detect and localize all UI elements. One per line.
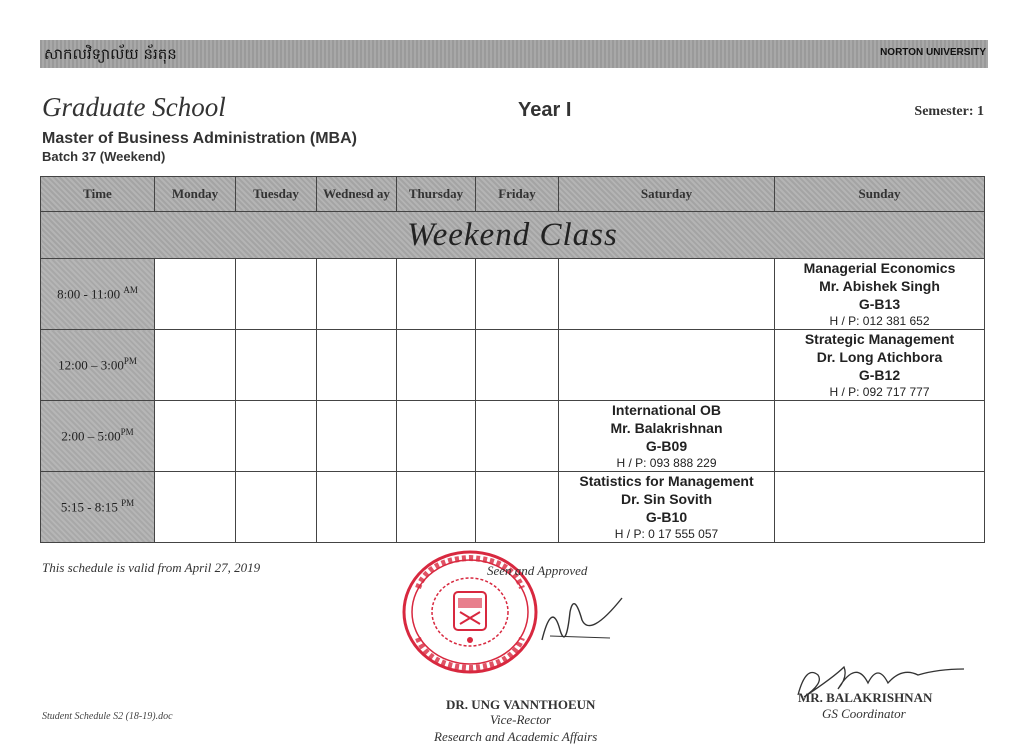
col-header-saturday: Saturday: [559, 177, 775, 212]
empty-cell: [317, 472, 397, 543]
col-header-sunday: Sunday: [775, 177, 985, 212]
col-header-wednesday: Wednesd ay: [317, 177, 397, 212]
vice-rector-signature-icon: [538, 590, 628, 650]
coordinator-name: MR. BALAKRISHNAN: [798, 690, 933, 705]
empty-cell: [236, 472, 317, 543]
col-header-tuesday: Tuesday: [236, 177, 317, 212]
empty-cell: [236, 259, 317, 330]
vice-rector-department: Research and Academic Affairs: [434, 729, 598, 744]
empty-cell: [155, 401, 236, 472]
empty-cell: [397, 472, 476, 543]
year-label: Year I: [518, 99, 572, 121]
time-range: 12:00 – 3:00: [58, 357, 124, 373]
room-label: G-B12: [858, 367, 901, 383]
file-name: Student Schedule S2 (18-19).doc: [42, 711, 173, 722]
schedule-table: [40, 176, 985, 543]
semester-label: Semester: 1: [914, 104, 984, 119]
batch-label: Batch 37 (Weekend): [42, 149, 166, 164]
header-row: [41, 177, 985, 212]
course-name: Strategic Management: [804, 331, 955, 347]
empty-cell: [155, 472, 236, 543]
university-name: NORTON UNIVERSITY: [880, 47, 986, 58]
table-row: [41, 472, 985, 543]
class-cell-saturday: [559, 401, 775, 472]
time-cell: [41, 259, 155, 330]
empty-cell: [476, 259, 559, 330]
course-name: Managerial Economics: [803, 260, 956, 276]
empty-cell: [317, 330, 397, 401]
room-label: G-B09: [645, 438, 688, 454]
lecturer-name: Mr. Balakrishnan: [610, 420, 723, 436]
time-range: 5:15 - 8:15: [60, 499, 118, 515]
class-cell-sunday: [775, 259, 985, 330]
coordinator-title: GS Coordinator: [822, 706, 906, 721]
empty-cell: [397, 330, 476, 401]
banner-row: [41, 212, 985, 259]
program-title: Master of Business Administration (MBA): [42, 130, 357, 147]
empty-cell: [236, 401, 317, 472]
class-cell-sunday: [775, 330, 985, 401]
empty-cell: [476, 401, 559, 472]
seen-approved-label: Seen and Approved: [487, 563, 588, 578]
time-range: 8:00 - 11:00: [57, 286, 121, 302]
time-cell: [41, 330, 155, 401]
empty-cell: [476, 472, 559, 543]
phone-number: H / P: 093 888 229: [616, 456, 717, 470]
phone-number: H / P: 012 381 652: [829, 314, 930, 328]
empty-cell: [155, 259, 236, 330]
course-name: Statistics for Management: [579, 473, 754, 489]
table-row: [41, 330, 985, 401]
empty-cell: [775, 401, 985, 472]
phone-number: H / P: 092 717 777: [829, 385, 930, 399]
school-title: Graduate School: [42, 92, 226, 122]
time-period: AM: [123, 285, 138, 296]
time-cell: [41, 401, 155, 472]
room-label: G-B10: [645, 509, 688, 525]
empty-cell: [317, 401, 397, 472]
time-period: PM: [123, 356, 137, 367]
validity-note: This schedule is valid from April 27, 2019: [42, 560, 261, 575]
class-cell-saturday: [559, 472, 775, 543]
empty-cell: [559, 330, 775, 401]
empty-cell: [397, 259, 476, 330]
empty-cell: [155, 330, 236, 401]
lecturer-name: Dr. Sin Sovith: [620, 491, 712, 507]
vice-rector-title: Vice-Rector: [490, 712, 552, 727]
room-label: G-B13: [858, 296, 901, 312]
col-header-friday: Friday: [476, 177, 559, 212]
empty-cell: [559, 259, 775, 330]
table-row: [41, 259, 985, 330]
empty-cell: [476, 330, 559, 401]
header-bar: [40, 40, 988, 68]
time-period: PM: [121, 498, 135, 509]
empty-cell: [236, 330, 317, 401]
col-header-time: Time: [41, 177, 155, 212]
weekend-class-banner: Weekend Class: [41, 212, 985, 259]
empty-cell: [775, 472, 985, 543]
lecturer-name: Dr. Long Atichbora: [816, 349, 943, 365]
col-header-thursday: Thursday: [397, 177, 476, 212]
time-range: 2:00 – 5:00: [61, 428, 121, 444]
time-period: PM: [120, 427, 134, 438]
course-name: International OB: [612, 402, 721, 418]
lecturer-name: Mr. Abishek Singh: [819, 278, 940, 294]
time-cell: [41, 472, 155, 543]
table-row: [41, 401, 985, 472]
col-header-monday: Monday: [155, 177, 236, 212]
university-khmer-name: សាកលវិទ្យាល័យ ន័រតុន: [44, 45, 177, 63]
phone-number: H / P: 0 17 555 057: [614, 527, 719, 541]
empty-cell: [397, 401, 476, 472]
vice-rector-name: DR. UNG VANNTHOEUN: [446, 697, 596, 712]
empty-cell: [317, 259, 397, 330]
